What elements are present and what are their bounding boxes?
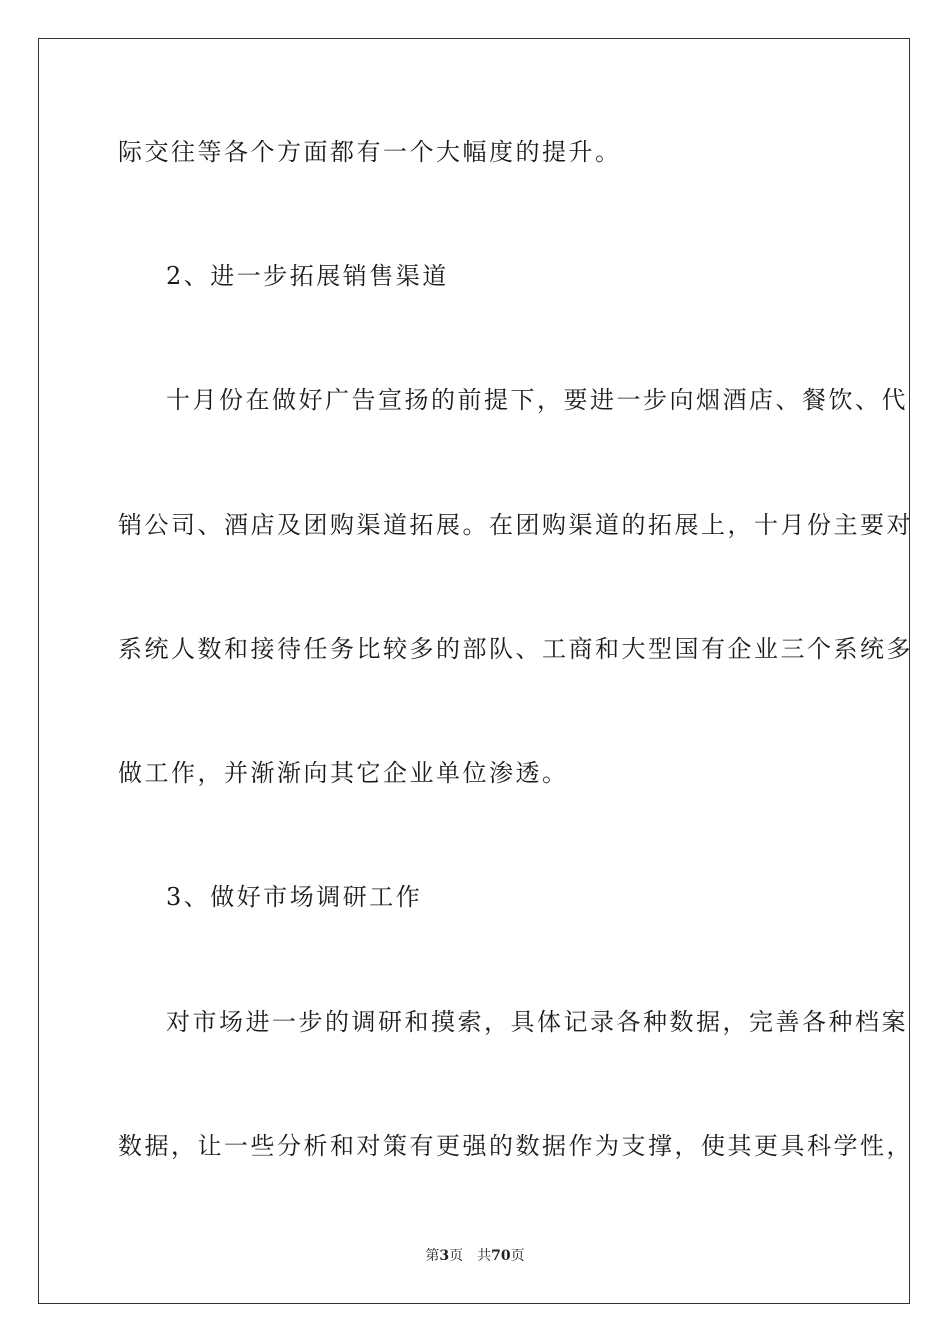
body-text-line: 做工作，并渐渐向其它企业单位渗透。 xyxy=(118,759,569,787)
page-prefix: 第 xyxy=(425,1248,440,1264)
section-heading: 3、做好市场调研工作 xyxy=(166,883,423,911)
page-footer xyxy=(0,1247,950,1265)
section-heading: 2、进一步拓展销售渠道 xyxy=(166,262,449,290)
body-text-line: 际交往等各个方面都有一个大幅度的提升。 xyxy=(118,138,622,166)
body-text-line: 对市场进一步的调研和摸索，具体记录各种数据，完善各种档案 xyxy=(166,1008,908,1036)
total-suffix: 页 xyxy=(510,1248,525,1264)
total-prefix: 共 xyxy=(477,1248,492,1264)
page-number: 3 xyxy=(439,1248,450,1264)
body-text-line: 数据，让一些分析和对策有更强的数据作为支撑，使其更具科学性， xyxy=(118,1132,913,1160)
total-pages: 70 xyxy=(491,1248,511,1264)
page-border xyxy=(38,38,910,1304)
body-text-line: 十月份在做好广告宣扬的前提下，要进一步向烟酒店、餐饮、代 xyxy=(166,386,908,414)
body-text-line: 销公司、酒店及团购渠道拓展。在团购渠道的拓展上，十月份主要对 xyxy=(118,511,913,539)
page-suffix: 页 xyxy=(449,1248,464,1264)
body-text-line: 系统人数和接待任务比较多的部队、工商和大型国有企业三个系统多 xyxy=(118,635,913,663)
